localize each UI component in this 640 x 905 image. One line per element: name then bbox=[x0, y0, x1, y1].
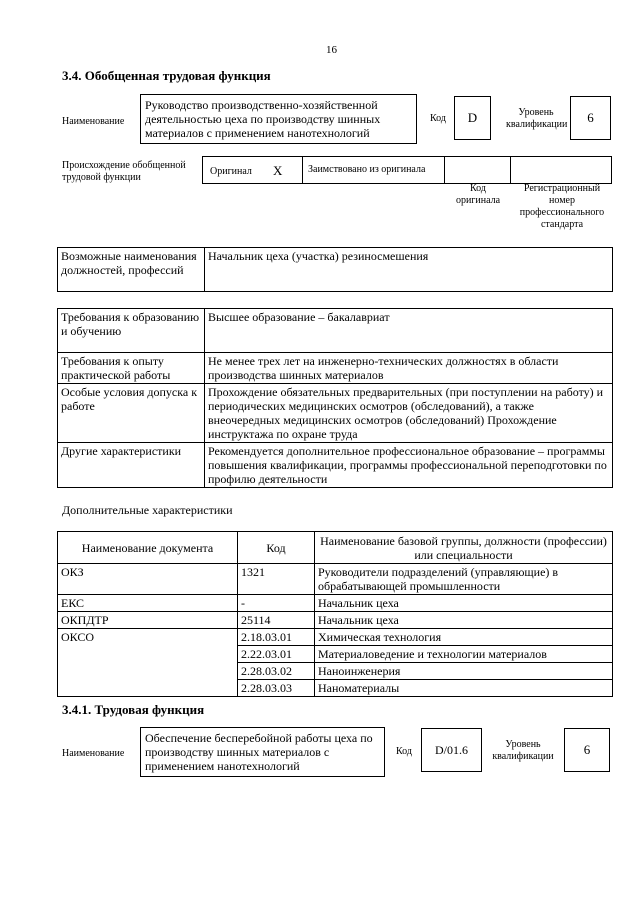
cell-code: - bbox=[238, 595, 315, 612]
table-row bbox=[58, 612, 613, 629]
level-label: Уровень квалификации bbox=[506, 107, 568, 130]
requirement-row bbox=[58, 309, 613, 353]
code-value: D bbox=[467, 110, 478, 125]
requirement-value: Прохождение обязательных предварительных (при поступлении на работу) и периодических медицинских осмотров (обследований), а также внеочередных медицинских осмотров (обследований) Прохождение инструктажа по охране труда bbox=[205, 384, 613, 443]
cell-doc: ОКПДТР bbox=[58, 612, 238, 629]
positions-value: Начальник цеха (участка) резиносмешения bbox=[205, 248, 613, 292]
cell-code: 25114 bbox=[238, 612, 315, 629]
additional-table bbox=[57, 531, 613, 697]
requirement-value: Высшее образование – бакалавриат bbox=[205, 309, 613, 353]
name-value: Руководство производственно-хозяйственной деятельностью цеха по производству шинных материалов с применением нанотехнологий bbox=[145, 98, 381, 140]
requirement-value: Не менее трех лет на инженерно-технических должностях в области производства шинных материалов bbox=[205, 353, 613, 384]
positions-label: Возможные наименования должностей, профессий bbox=[58, 248, 205, 292]
cell-name: Руководители подразделений (управляющие) в обрабатывающей промышленности bbox=[315, 564, 613, 595]
positions-table bbox=[57, 247, 613, 292]
requirement-label: Требования к опыту практической работы bbox=[58, 353, 205, 384]
requirement-value: Рекомендуется дополнительное профессиональное образование – программы повышения квалификации, программы профессиональной переподготовки по профилю деятельности bbox=[205, 443, 613, 488]
requirement-label: Требования к образованию и обучению bbox=[58, 309, 205, 353]
level-box bbox=[570, 96, 611, 140]
cell-code: 2.28.03.03 bbox=[238, 680, 315, 697]
cell-name: Начальник цеха bbox=[315, 612, 613, 629]
requirement-row bbox=[58, 443, 613, 488]
name-value-box bbox=[140, 94, 417, 144]
sub-level-box bbox=[564, 728, 610, 772]
table-row bbox=[58, 564, 613, 595]
additional-title: Дополнительные характеристики bbox=[62, 503, 233, 517]
sub-code-box bbox=[421, 728, 482, 772]
cell-doc: ЕКС bbox=[58, 595, 238, 612]
requirement-label: Другие характеристики bbox=[58, 443, 205, 488]
cell-doc: ОКСО bbox=[58, 629, 238, 697]
name-label: Наименование bbox=[62, 116, 125, 127]
origin-original: Оригинал bbox=[210, 166, 252, 177]
level-value: 6 bbox=[587, 110, 594, 125]
cell-code: 2.18.03.01 bbox=[238, 629, 315, 646]
sub-name-label: Наименование bbox=[62, 748, 125, 759]
sub-name-value-box bbox=[140, 727, 385, 777]
sub-code-value: D/01.6 bbox=[435, 743, 468, 757]
origin-reg-label: Регистрационный номер профессионального стандарта bbox=[519, 183, 605, 230]
header-code: Код bbox=[238, 532, 315, 564]
requirement-row bbox=[58, 353, 613, 384]
cell-doc: ОКЗ bbox=[58, 564, 238, 595]
requirement-row bbox=[58, 384, 613, 443]
subsection-title: 3.4.1. Трудовая функция bbox=[62, 702, 205, 717]
cell-name: Наноинженерия bbox=[315, 663, 613, 680]
cell-name: Материаловедение и технологии материалов bbox=[315, 646, 613, 663]
sub-code-label: Код bbox=[396, 746, 412, 757]
origin-code-label: Код оригинала bbox=[455, 183, 501, 206]
requirement-label: Особые условия допуска к работе bbox=[58, 384, 205, 443]
cell-code: 2.28.03.02 bbox=[238, 663, 315, 680]
code-box bbox=[454, 96, 491, 140]
header-name: Наименование базовой группы, должности (профессии) или специальности bbox=[315, 532, 613, 564]
code-label: Код bbox=[430, 113, 446, 124]
cell-code: 2.22.03.01 bbox=[238, 646, 315, 663]
origin-label: Происхождение обобщенной трудовой функции bbox=[62, 160, 186, 183]
table-row bbox=[58, 629, 613, 646]
sub-level-value: 6 bbox=[583, 742, 591, 757]
page-number: 16 bbox=[326, 44, 337, 56]
sub-level-label: Уровень квалификации bbox=[492, 739, 554, 762]
origin-borrowed: Заимствовано из оригинала bbox=[308, 164, 426, 175]
table-row bbox=[58, 595, 613, 612]
cell-name: Наноматериалы bbox=[315, 680, 613, 697]
table-header bbox=[58, 532, 613, 564]
cell-code: 1321 bbox=[238, 564, 315, 595]
cell-name: Химическая технология bbox=[315, 629, 613, 646]
requirements-table bbox=[57, 308, 613, 488]
header-doc: Наименование документа bbox=[58, 532, 238, 564]
cell-name: Начальник цеха bbox=[315, 595, 613, 612]
origin-mark: X bbox=[273, 163, 283, 178]
sub-name-value: Обеспечение бесперебойной работы цеха по производству шинных материалов с применением нанотехнологий bbox=[145, 731, 373, 773]
section-title: 3.4. Обобщенная трудовая функция bbox=[62, 68, 271, 83]
